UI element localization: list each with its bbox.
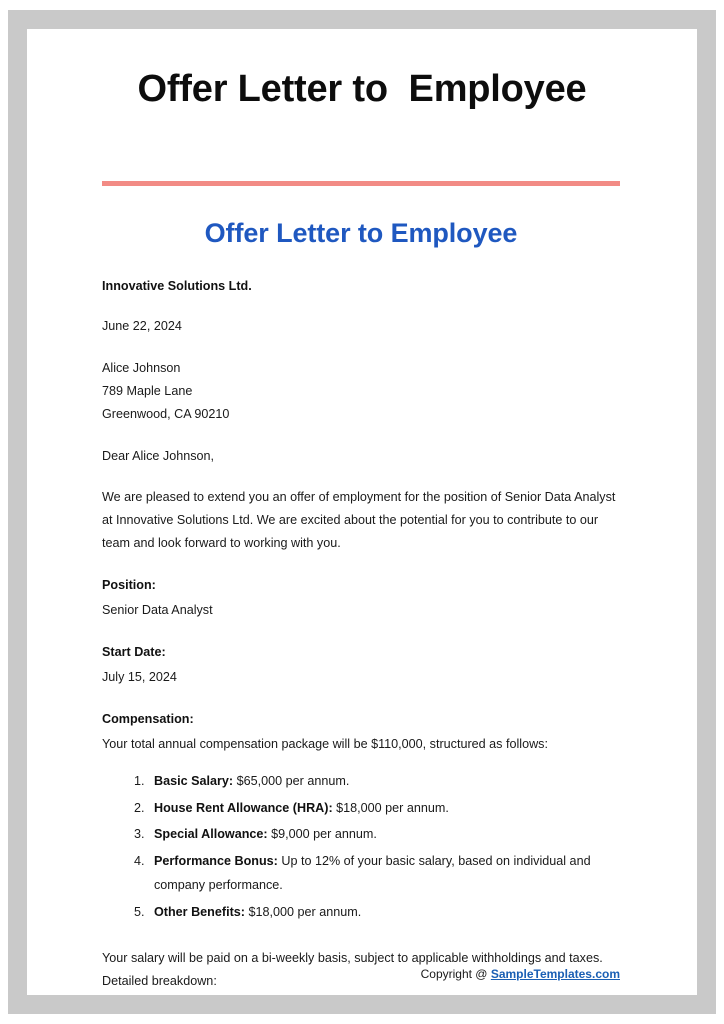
list-item-value: $18,000 per annum. [332, 800, 449, 815]
list-item-value: $65,000 per annum. [233, 773, 350, 788]
copyright-text: Copyright @ [420, 967, 491, 981]
list-item-label: Special Allowance: [154, 827, 268, 842]
salutation: Dear Alice Johnson, [102, 448, 215, 463]
recipient-name: Alice Johnson [102, 360, 181, 375]
letter-heading: Offer Letter to Employee [204, 218, 518, 248]
list-item-value: Up to 12% of your basic salary, based on individual and company performance. [154, 854, 591, 893]
intro-paragraph: We are pleased to extend you an offer of employment for the position of Senior Data Analyst at Innovative Solutions Ltd. We are excited about the potential for you to contribute to our team and look forward to working with you. [102, 490, 616, 551]
list-item-value: $9,000 per annum. [267, 827, 377, 842]
page-sheet [27, 29, 697, 995]
page-title: Offer Letter to Employee [137, 68, 587, 110]
sampletemplates-link[interactable]: SampleTemplates.com [490, 967, 620, 981]
footer [102, 967, 620, 981]
list-item [148, 797, 620, 821]
payment-paragraph: Your salary will be paid on a bi-weekly basis, subject to applicable withholdings and taxes. Detailed breakdown: [102, 951, 603, 989]
start-date-value: July 15, 2024 [102, 669, 177, 684]
compensation-list [102, 770, 620, 926]
list-item [148, 901, 620, 925]
position-value: Senior Data Analyst [102, 603, 213, 618]
letter-date: June 22, 2024 [102, 318, 182, 333]
recipient-street: 789 Maple Lane [102, 383, 193, 398]
list-item-label: Basic Salary: [154, 773, 234, 788]
list-item [148, 850, 620, 898]
compensation-intro: Your total annual compensation package will be $110,000, structured as follows: [102, 736, 548, 751]
list-item-label: House Rent Allowance (HRA): [154, 800, 333, 815]
list-item [148, 770, 620, 794]
list-item-label: Other Benefits: [154, 905, 245, 920]
position-label: Position: [102, 578, 156, 593]
list-item-value: $18,000 per annum. [244, 905, 362, 920]
company-name: Innovative Solutions Ltd. [102, 279, 252, 293]
divider-rule [102, 181, 620, 186]
letter-body [102, 181, 620, 995]
compensation-label: Compensation: [102, 711, 194, 726]
start-date-label: Start Date: [102, 644, 166, 659]
page-frame [8, 10, 716, 1014]
list-item-label: Performance Bonus: [154, 854, 278, 869]
recipient-city-state-zip: Greenwood, CA 90210 [102, 406, 230, 421]
list-item [148, 823, 620, 847]
recipient-address [102, 357, 620, 426]
